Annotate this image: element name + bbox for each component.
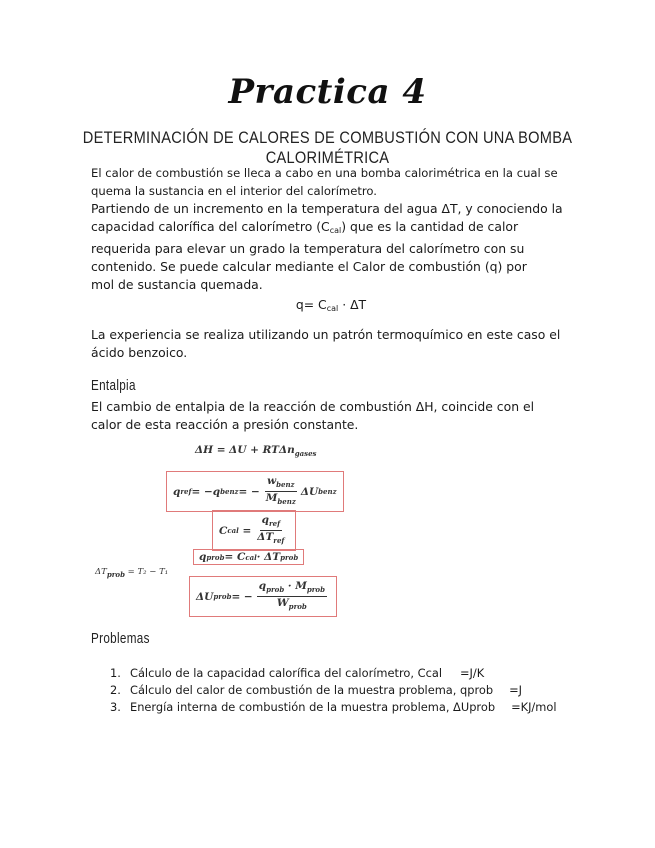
intro-line: capacidad calorífica del calorímetro $(C_{cal})$ que es la cantidad de calor <box>91 219 519 235</box>
page-title: Practica 4 <box>228 72 427 112</box>
equation-q-prob: q prob = C cal · ΔT prob <box>193 549 304 565</box>
intro-line: mol de sustancia quemada. <box>91 277 263 292</box>
section-heading-problemas: Problemas <box>91 630 150 647</box>
problem-list <box>110 665 557 716</box>
section-heading-entalpia: Entalpia <box>91 377 136 394</box>
intro-line: Partiendo de un incremento en la temperatura del agua ΔT, y conociendo la <box>91 201 563 216</box>
equation-enthalpy: ΔH = ΔU + RTΔn$_{gases}$ <box>195 444 317 458</box>
equation-q-ref: q ref = −q benz = − $\frac{w_{benz}}{M_{benz}}$ ΔU benz <box>166 471 344 512</box>
patron-line: La experiencia se realiza utilizando un patrón termoquímico en este caso el <box>91 327 561 342</box>
intro-line: contenido. Se puede calcular mediante el Calor de combustión (q) por <box>91 259 527 274</box>
list-item: 3. Energía interna de combustión de la muestra problema, ΔUprob =KJ/mol <box>110 700 557 714</box>
formula-line: $q= C_{cal} \cdot \Delta T$ <box>295 297 367 313</box>
intro-line: El calor de combustión se lleca a cabo en una bomba calorimétrica en la cual se <box>91 166 558 180</box>
equation-c-cal: C cal = $\frac{q_{ref}}{\Delta T_{ref}}$ <box>212 510 296 551</box>
patron-paragraph <box>91 326 571 362</box>
intro-line: quema la sustancia en el interior del calorímetro. <box>91 184 377 198</box>
list-item: 1. Cálculo de la capacidad calorífica del calorímetro, Ccal =J/K <box>110 666 485 680</box>
intro-line: requerida para elevar un grado la temperatura del calorímetro con su <box>91 241 525 256</box>
patron-line: ácido benzoico. <box>91 345 188 360</box>
list-item: 2. Cálculo del calor de combustión de la muestra problema, qprob =J <box>110 683 523 697</box>
entalpia-line: El cambio de entalpia de la reacción de combustión ΔH, coincide con el <box>91 399 535 414</box>
page-subtitle: DETERMINACIÓN DE CALORES DE COMBUSTIÓN CON UNA BOMBA CALORIMÉTRICA <box>82 128 573 167</box>
equation-delta-u-prob: ΔU prob = − $\frac{q_{prob} \cdot M_{prob}}{W_{prob}}$ <box>189 576 337 617</box>
entalpia-line: calor de esta reacción a presión constante. <box>91 417 359 432</box>
intro-paragraph <box>91 164 571 318</box>
entalpia-paragraph <box>91 398 571 434</box>
delta-t-prob-note: $\Delta T_{prob} = T_2 - T_1$ <box>95 567 169 579</box>
